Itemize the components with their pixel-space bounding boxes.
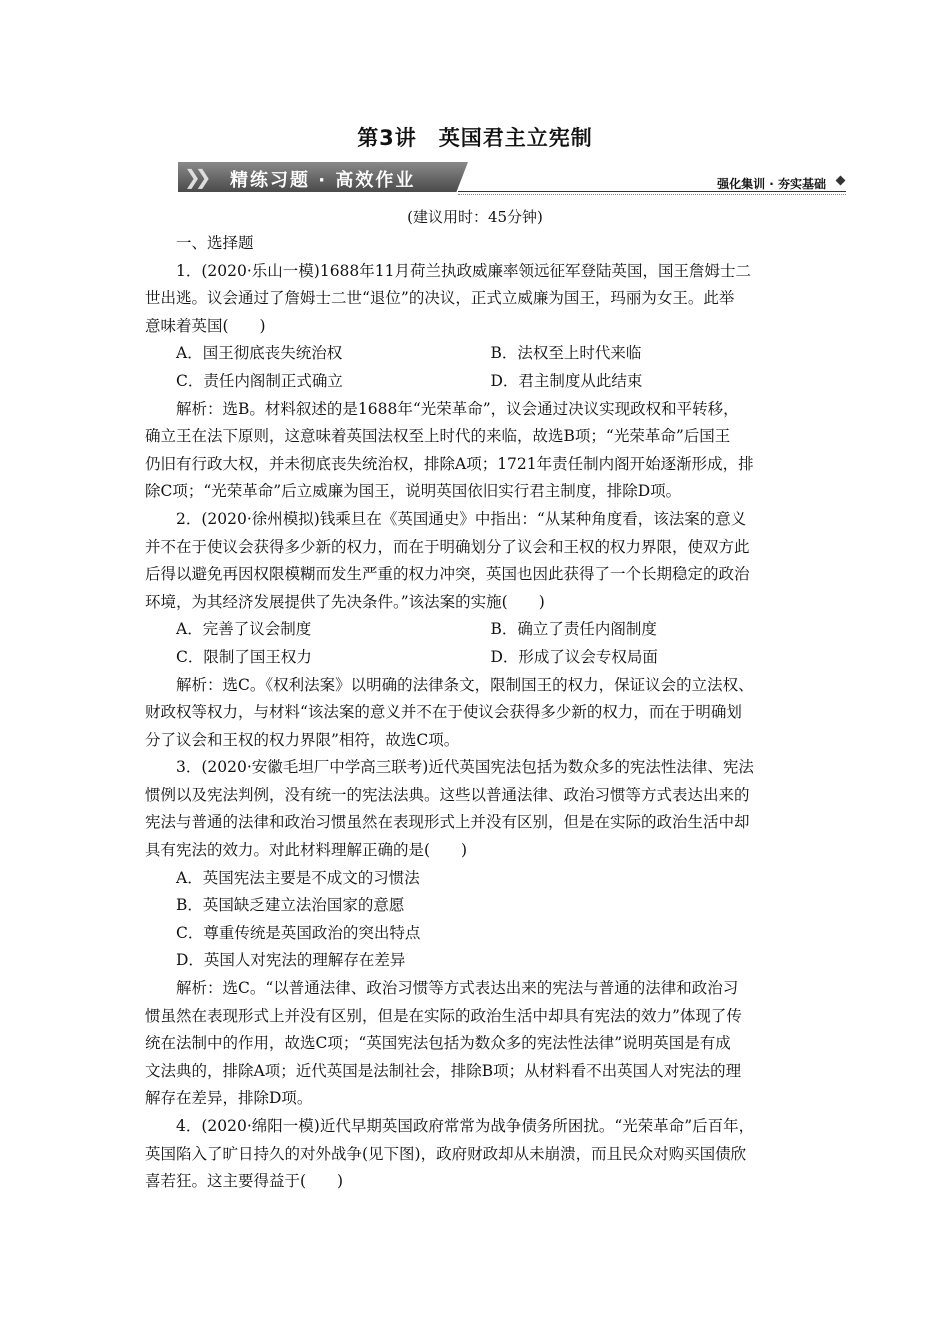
option-row bbox=[145, 616, 805, 644]
analysis-line: 仍旧有行政大权，并未彻底丧失统治权，排除A项；1721年责任制内阁开始逐渐形成，排 bbox=[145, 454, 754, 473]
question-stem-line: 3．(2020·安徽毛坦厂中学高三联考)近代英国宪法包括为数众多的宪法性法律、宪法 bbox=[176, 758, 754, 777]
option-a: A．英国宪法主要是不成文的习惯法 bbox=[176, 868, 420, 887]
question-stem-line: 后得以避免再因权限模糊而发生严重的权力冲突，英国也因此获得了一个长期稳定的政治 bbox=[145, 565, 750, 584]
question-stem-line: 4．(2020·绵阳一模)近代早期英国政府常常为战争债务所困扰。“光荣革命”后百年， bbox=[176, 1117, 755, 1135]
question-stem-line: 世出逃。议会通过了詹姆士二世“退位”的决议，正式立威廉为国王，玛丽为女王。此举 bbox=[145, 289, 735, 308]
banner-divider-dotted bbox=[458, 194, 846, 195]
analysis-line: 分了议会和王权的权力界限”相符，故选C项。 bbox=[145, 730, 460, 749]
option-row bbox=[145, 340, 805, 368]
question-stem-line: 惯例以及宪法判例，没有统一的宪法法典。这些以普通法律、政治习惯等方式表达出来的 bbox=[145, 785, 750, 804]
analysis-line: 解析：选C。“以普通法律、政治习惯等方式表达出来的宪法与普通的法律和政治习 bbox=[176, 979, 739, 998]
question-stem-line: 并不在于使议会获得多少新的权力，而在于明确划分了议会和王权的权力界限，使双方此 bbox=[145, 537, 750, 556]
question-stem-line: 宪法与普通的法律和政治习惯虽然在表现形式上并没有区别，但是在实际的政治生活中却 bbox=[145, 813, 750, 832]
time-suggestion: (建议用时：45分钟) bbox=[407, 208, 543, 226]
page-title: 第3讲 英国君主立宪制 bbox=[357, 126, 593, 150]
option-row bbox=[145, 644, 805, 672]
option-a: A．完善了议会制度 bbox=[176, 620, 312, 639]
analysis-line: 除C项；“光荣革命”后立威廉为国王，说明英国依旧实行君主制度，排除D项。 bbox=[145, 482, 682, 501]
option-c: C．尊重传统是英国政治的突出特点 bbox=[176, 923, 421, 942]
analysis-line: 惯虽然在表现形式上并没有区别，但是在实际的政治生活中却具有宪法的效力”体现了传 bbox=[145, 1006, 742, 1025]
question-stem-line: 1．(2020·乐山一模)1688年11月荷兰执政威廉率领远征军登陆英国，国王詹姆士二 bbox=[176, 261, 752, 280]
banner-right-text: 强化集训 · 夯实基础 bbox=[717, 177, 826, 191]
analysis-line: 确立王在法下原则，这意味着英国法权至上时代的来临，故选B项；“光荣革命”后国王 bbox=[145, 427, 731, 446]
question-stem-line: 意味着英国( ) bbox=[145, 316, 266, 335]
analysis-line: 解存在差异，排除D项。 bbox=[145, 1089, 313, 1108]
analysis-line: 文法典的，排除A项；近代英国是法制社会，排除B项；从材料看不出英国人对宪法的理 bbox=[145, 1061, 742, 1080]
option-c: C．责任内阁制正式确立 bbox=[176, 371, 343, 390]
option-d: D．君主制度从此结束 bbox=[490, 371, 643, 390]
option-d: D．形成了议会专权局面 bbox=[490, 647, 658, 666]
option-row bbox=[145, 368, 805, 396]
option-b: B．英国缺乏建立法治国家的意愿 bbox=[176, 896, 405, 915]
question-stem-line: 2．(2020·徐州模拟)钱乘旦在《英国通史》中指出：“从某种角度看，该法案的意义 bbox=[176, 509, 747, 528]
question-stem-line: 喜若狂。这主要得益于( ) bbox=[145, 1172, 344, 1191]
analysis-line: 统在法制中的作用，故选C项；“英国宪法包括为数众多的宪法性法律”说明英国是有成 bbox=[145, 1034, 731, 1053]
question-stem-line: 具有宪法的效力。对此材料理解正确的是( ) bbox=[145, 841, 468, 860]
option-b: B．法权至上时代来临 bbox=[490, 344, 642, 363]
banner-left-text: 精练习题 · 高效作业 bbox=[230, 170, 416, 191]
double-chevron-icon: ❯❯ bbox=[184, 165, 206, 189]
question-stem-line: 英国陷入了旷日持久的对外战争(见下图)，政府财政却从未崩溃，而且民众对购买国债欣 bbox=[145, 1144, 747, 1163]
diamond-icon bbox=[836, 176, 846, 186]
option-c: C．限制了国王权力 bbox=[176, 647, 312, 666]
option-d: D．英国人对宪法的理解存在差异 bbox=[176, 951, 406, 970]
analysis-line: 财政权等权力，与材料“该法案的意义并不在于使议会获得多少新的权力，而在于明确划 bbox=[145, 703, 742, 722]
option-a: A．国王彻底丧失统治权 bbox=[176, 344, 343, 363]
analysis-line: 解析：选C。《权利法案》以明确的法律条文，限制国王的权力，保证议会的立法权、 bbox=[176, 675, 754, 694]
section-banner bbox=[178, 162, 848, 194]
analysis-line: 解析：选B。材料叙述的是1688年“光荣革命”，议会通过决议实现政权和平转移， bbox=[176, 399, 739, 418]
question-stem-line: 环境，为其经济发展提供了先决条件。”该法案的实施( ) bbox=[145, 592, 545, 611]
option-b: B．确立了责任内阁制度 bbox=[490, 620, 657, 639]
section-heading: 一、选择题 bbox=[176, 234, 254, 252]
question-body bbox=[145, 230, 805, 1196]
